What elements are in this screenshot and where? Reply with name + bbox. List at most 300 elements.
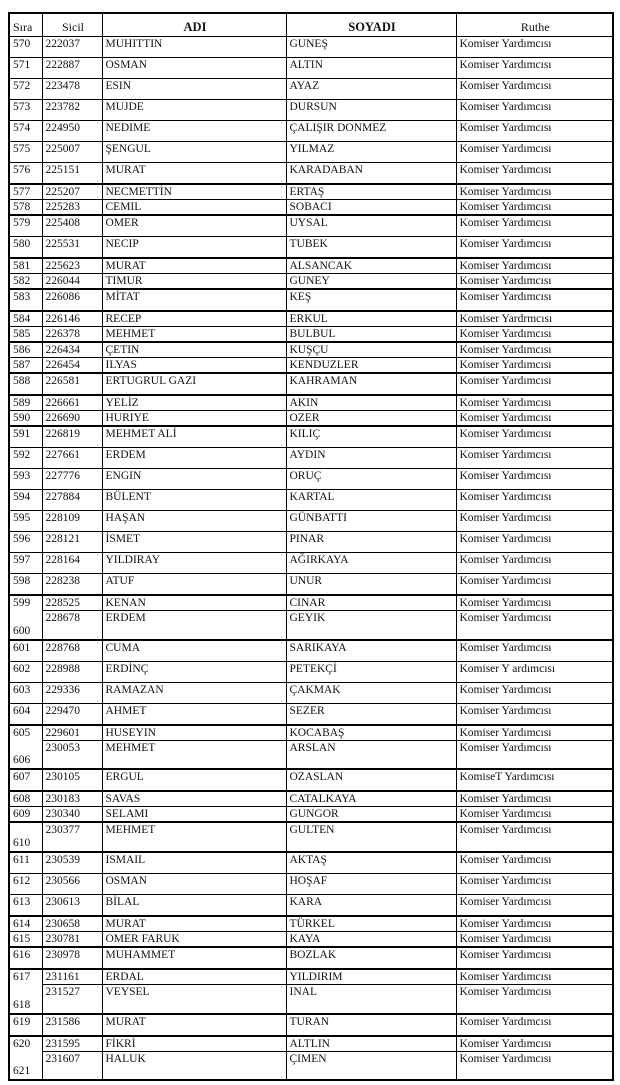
header-adi: ADI — [102, 13, 286, 37]
rank-cell: Komiser Yardımcısı — [456, 852, 613, 874]
first-name-cell: ŞENGUL — [102, 142, 286, 163]
row-number-cell: 600 — [9, 611, 42, 640]
row-number-cell: 576 — [9, 163, 42, 185]
rank-cell: Komiser Yardımcısı — [456, 37, 613, 58]
first-name-cell: MURAT — [102, 1014, 286, 1036]
registry-number-cell: 231586 — [42, 1014, 102, 1036]
table-row — [9, 822, 613, 852]
surname-cell: HOŞAF — [286, 874, 456, 895]
row-number-cell: 604 — [9, 703, 42, 725]
registry-number-cell: 225531 — [42, 237, 102, 259]
surname-cell: KAHRAMAN — [286, 373, 456, 395]
rank-cell: Komiser Yardımcısı — [456, 932, 613, 948]
table-row — [9, 640, 613, 662]
surname-cell: ÇAKMAK — [286, 682, 456, 703]
rank-cell: Komiser Yardımcısı — [456, 595, 613, 611]
surname-cell: CINAR — [286, 595, 456, 611]
first-name-cell: HUSEYIN — [102, 725, 286, 741]
first-name-cell: ATUF — [102, 574, 286, 596]
row-number-cell: 601 — [9, 640, 42, 662]
first-name-cell: OMER — [102, 215, 286, 237]
table-row — [9, 574, 613, 596]
registry-number-cell: 226434 — [42, 342, 102, 358]
surname-cell: BOZLAK — [286, 947, 456, 969]
first-name-cell: MURAT — [102, 258, 286, 274]
first-name-cell: MEHMET ALİ — [102, 426, 286, 448]
surname-cell: GEYIK — [286, 611, 456, 640]
rank-cell: Komiser Yardımcısı — [456, 791, 613, 807]
row-number-cell: 574 — [9, 121, 42, 142]
row-number-cell: 607 — [9, 769, 42, 791]
rank-cell: Komiser Yardımcısı — [456, 142, 613, 163]
registry-number-cell: 230183 — [42, 791, 102, 807]
registry-number-cell: 225207 — [42, 184, 102, 200]
surname-cell: ALTIN — [286, 58, 456, 79]
surname-cell: KAYA — [286, 932, 456, 948]
table-row — [9, 1036, 613, 1052]
header-soyadi: SOYADI — [286, 13, 456, 37]
rank-cell: Komiser Y ardımcısı — [456, 661, 613, 682]
registry-number-cell: 228525 — [42, 595, 102, 611]
surname-cell: ÇIMEN — [286, 1051, 456, 1080]
registry-number-cell: 223782 — [42, 100, 102, 121]
first-name-cell: ILYAS — [102, 358, 286, 374]
surname-cell: KILIÇ — [286, 426, 456, 448]
rank-cell: Komiser Yardımcısı — [456, 373, 613, 395]
rank-cell: Komiser Yardımcısı — [456, 469, 613, 490]
registry-number-cell: 229336 — [42, 682, 102, 703]
row-number-cell: 594 — [9, 490, 42, 511]
first-name-cell: SAVAS — [102, 791, 286, 807]
registry-number-cell: 228768 — [42, 640, 102, 662]
row-number-cell: 603 — [9, 682, 42, 703]
registry-number-cell: 230105 — [42, 769, 102, 791]
rank-cell: Komiser Yardımcısı — [456, 274, 613, 290]
first-name-cell: MEHMET — [102, 327, 286, 343]
row-number-cell: 593 — [9, 469, 42, 490]
surname-cell: PINAR — [286, 532, 456, 553]
table-row — [9, 490, 613, 511]
row-number-cell: 612 — [9, 874, 42, 895]
registry-number-cell: 230340 — [42, 807, 102, 823]
first-name-cell: ENGIN — [102, 469, 286, 490]
row-number-cell: 621 — [9, 1051, 42, 1080]
registry-number-cell: 230566 — [42, 874, 102, 895]
first-name-cell: CEMIL — [102, 200, 286, 216]
row-number-cell: 581 — [9, 258, 42, 274]
table-row — [9, 895, 613, 917]
rank-cell: Komiser Yardımcısı — [456, 395, 613, 411]
table-row — [9, 791, 613, 807]
surname-cell: CATALKAYA — [286, 791, 456, 807]
rank-cell: Komiser Yardımcısı — [456, 79, 613, 100]
table-row — [9, 932, 613, 948]
surname-cell: INAL — [286, 985, 456, 1014]
registry-number-cell: 228121 — [42, 532, 102, 553]
row-number-cell: 586 — [9, 342, 42, 358]
row-number-cell: 587 — [9, 358, 42, 374]
rank-cell: Komiser Yardımcısı — [456, 358, 613, 374]
surname-cell: ALTLIN — [286, 1036, 456, 1052]
table-row — [9, 327, 613, 343]
registry-number-cell: 226146 — [42, 311, 102, 327]
rank-cell: Komiser Yardımcısı — [456, 448, 613, 469]
first-name-cell: BİLAL — [102, 895, 286, 917]
personnel-roster-table — [8, 12, 614, 1081]
row-number-cell: 617 — [9, 969, 42, 985]
rank-cell: Komiser Yardımcısı — [456, 121, 613, 142]
table-row — [9, 200, 613, 216]
registry-number-cell: 230539 — [42, 852, 102, 874]
registry-number-cell: 231527 — [42, 985, 102, 1014]
table-row — [9, 163, 613, 185]
rank-cell: Komiser Yardımcısı — [456, 289, 613, 311]
row-number-cell: 598 — [9, 574, 42, 596]
table-row — [9, 725, 613, 741]
table-row — [9, 342, 613, 358]
registry-number-cell: 225283 — [42, 200, 102, 216]
row-number-cell: 577 — [9, 184, 42, 200]
surname-cell: OZER — [286, 411, 456, 427]
first-name-cell: MURAT — [102, 916, 286, 932]
surname-cell: KEŞ — [286, 289, 456, 311]
first-name-cell: ERDEM — [102, 448, 286, 469]
rank-cell: Komiser Yardımcısı — [456, 682, 613, 703]
first-name-cell: MUHITTIN — [102, 37, 286, 58]
surname-cell: GÜNBATTI — [286, 511, 456, 532]
row-number-cell: 608 — [9, 791, 42, 807]
first-name-cell: ERDAL — [102, 969, 286, 985]
rank-cell: Komiser Yardrmcısı — [456, 311, 613, 327]
table-row — [9, 184, 613, 200]
registry-number-cell: 222887 — [42, 58, 102, 79]
rank-cell: Komiser Yardımcısı — [456, 327, 613, 343]
registry-number-cell: 230053 — [42, 740, 102, 769]
first-name-cell: MEHMET — [102, 740, 286, 769]
first-name-cell: NECMETTİN — [102, 184, 286, 200]
surname-cell: AYDIN — [286, 448, 456, 469]
table-row — [9, 426, 613, 448]
table-row — [9, 874, 613, 895]
rank-cell: Komiser Yardımcısı — [456, 611, 613, 640]
surname-cell: SARIKAYA — [286, 640, 456, 662]
row-number-cell: 583 — [9, 289, 42, 311]
table-row — [9, 274, 613, 290]
rank-cell: Komiser Yardımcısı — [456, 215, 613, 237]
row-number-cell: 573 — [9, 100, 42, 121]
surname-cell: KOCABAŞ — [286, 725, 456, 741]
registry-number-cell: 225623 — [42, 258, 102, 274]
registry-number-cell: 228678 — [42, 611, 102, 640]
first-name-cell: OSMAN — [102, 58, 286, 79]
rank-cell: Komiser Yardımcısı — [456, 725, 613, 741]
row-number-cell: 597 — [9, 553, 42, 574]
surname-cell: OZASLAN — [286, 769, 456, 791]
table-row — [9, 237, 613, 259]
table-row — [9, 682, 613, 703]
surname-cell: ARSLAN — [286, 740, 456, 769]
registry-number-cell: 228109 — [42, 511, 102, 532]
rank-cell: Komiser Yardımcısı — [456, 740, 613, 769]
registry-number-cell: 227661 — [42, 448, 102, 469]
row-number-cell: 580 — [9, 237, 42, 259]
row-number-cell: 584 — [9, 311, 42, 327]
header-sicil: Sicil — [42, 13, 102, 37]
table-row — [9, 411, 613, 427]
row-number-cell: 589 — [9, 395, 42, 411]
surname-cell: AKTAŞ — [286, 852, 456, 874]
surname-cell: UNUR — [286, 574, 456, 596]
surname-cell: AYAZ — [286, 79, 456, 100]
rank-cell: Komiser Yardımcısı — [456, 58, 613, 79]
surname-cell: KARTAL — [286, 490, 456, 511]
registry-number-cell: 226454 — [42, 358, 102, 374]
first-name-cell: CUMA — [102, 640, 286, 662]
row-number-cell: 579 — [9, 215, 42, 237]
first-name-cell: ISMAIL — [102, 852, 286, 874]
table-row — [9, 395, 613, 411]
surname-cell: ÇALIŞIR DONMEZ — [286, 121, 456, 142]
surname-cell: ALSANCAK — [286, 258, 456, 274]
header-sira: Sıra — [9, 13, 42, 37]
first-name-cell: NECIP — [102, 237, 286, 259]
surname-cell: KENDUZLER — [286, 358, 456, 374]
row-number-cell: 616 — [9, 947, 42, 969]
table-row — [9, 595, 613, 611]
first-name-cell: MİTAT — [102, 289, 286, 311]
table-row — [9, 703, 613, 725]
registry-number-cell: 230658 — [42, 916, 102, 932]
row-number-cell: 596 — [9, 532, 42, 553]
rank-cell: Komiser Yardımcısı — [456, 1036, 613, 1052]
first-name-cell: VEYSEL — [102, 985, 286, 1014]
rank-cell: Komiser Yardımcısı — [456, 640, 613, 662]
registry-number-cell: 231161 — [42, 969, 102, 985]
rank-cell: Komiser Yardımcısı — [456, 1014, 613, 1036]
row-number-cell: 575 — [9, 142, 42, 163]
first-name-cell: YILDIRAY — [102, 553, 286, 574]
rank-cell: Komiser Yardımcısı — [456, 490, 613, 511]
surname-cell: GUNEY — [286, 274, 456, 290]
surname-cell: UYSAL — [286, 215, 456, 237]
registry-number-cell: 228988 — [42, 661, 102, 682]
registry-number-cell: 226378 — [42, 327, 102, 343]
registry-number-cell: 224950 — [42, 121, 102, 142]
table-row — [9, 37, 613, 58]
table-row — [9, 215, 613, 237]
table-row — [9, 769, 613, 791]
table-row — [9, 58, 613, 79]
first-name-cell: MUHAMMET — [102, 947, 286, 969]
rank-cell: Komiser Yardımcısı — [456, 237, 613, 259]
surname-cell: SOBACI — [286, 200, 456, 216]
first-name-cell: ERTUGRUL GAZI — [102, 373, 286, 395]
registry-number-cell: 230978 — [42, 947, 102, 969]
table-row — [9, 1051, 613, 1080]
registry-number-cell: 230613 — [42, 895, 102, 917]
registry-number-cell: 225408 — [42, 215, 102, 237]
rank-cell: Komiser Yardımcısı — [456, 184, 613, 200]
registry-number-cell: 222037 — [42, 37, 102, 58]
rank-cell: Komiser Yardımcısı — [456, 916, 613, 932]
registry-number-cell: 223478 — [42, 79, 102, 100]
first-name-cell: FİKRİ — [102, 1036, 286, 1052]
row-number-cell: 595 — [9, 511, 42, 532]
registry-number-cell: 225151 — [42, 163, 102, 185]
surname-cell: YILMAZ — [286, 142, 456, 163]
registry-number-cell: 231595 — [42, 1036, 102, 1052]
table-row — [9, 532, 613, 553]
table-row — [9, 661, 613, 682]
first-name-cell: YELİZ — [102, 395, 286, 411]
surname-cell: AĞIRKAYA — [286, 553, 456, 574]
first-name-cell: RAMAZAN — [102, 682, 286, 703]
row-number-cell: 585 — [9, 327, 42, 343]
surname-cell: PETEKÇİ — [286, 661, 456, 682]
row-number-cell: 578 — [9, 200, 42, 216]
table-row — [9, 373, 613, 395]
row-number-cell: 610 — [9, 822, 42, 852]
table-row — [9, 969, 613, 985]
row-number-cell: 611 — [9, 852, 42, 874]
surname-cell: TUBEK — [286, 237, 456, 259]
rank-cell: Komiser Yardımcısı — [456, 200, 613, 216]
roster-table-body — [9, 37, 613, 1081]
table-row — [9, 611, 613, 640]
rank-cell: Komiser Yardımcısı — [456, 822, 613, 852]
row-number-cell: 618 — [9, 985, 42, 1014]
rank-cell: Komiser Yardımcısı — [456, 258, 613, 274]
table-row — [9, 100, 613, 121]
first-name-cell: BÜLENT — [102, 490, 286, 511]
rank-cell: Komiser Yardımcısı — [456, 532, 613, 553]
table-row — [9, 142, 613, 163]
row-number-cell: 590 — [9, 411, 42, 427]
table-row — [9, 916, 613, 932]
first-name-cell: TIMUR — [102, 274, 286, 290]
header-rutbe: Ruthe — [456, 13, 613, 37]
first-name-cell: HAŞAN — [102, 511, 286, 532]
row-number-cell: 605 — [9, 725, 42, 741]
first-name-cell: ERGUL — [102, 769, 286, 791]
registry-number-cell: 226690 — [42, 411, 102, 427]
table-row — [9, 289, 613, 311]
rank-cell: KomiseT Yardımcısı — [456, 769, 613, 791]
first-name-cell: OSMAN — [102, 874, 286, 895]
table-header-row — [9, 13, 613, 37]
registry-number-cell: 227884 — [42, 490, 102, 511]
surname-cell: ORUÇ — [286, 469, 456, 490]
row-number-cell: 592 — [9, 448, 42, 469]
row-number-cell: 591 — [9, 426, 42, 448]
surname-cell: KUŞÇU — [286, 342, 456, 358]
surname-cell: ERKUL — [286, 311, 456, 327]
table-row — [9, 258, 613, 274]
table-row — [9, 947, 613, 969]
first-name-cell: ERDİNÇ — [102, 661, 286, 682]
rank-cell: Komiser Yardımcısı — [456, 969, 613, 985]
rank-cell: Komiser Yardımcısı — [456, 895, 613, 917]
first-name-cell: ESIN — [102, 79, 286, 100]
surname-cell: TURAN — [286, 1014, 456, 1036]
first-name-cell: MEHMET — [102, 822, 286, 852]
rank-cell: Komiser Yardımcısı — [456, 553, 613, 574]
rank-cell: Komiser Yardımcısı — [456, 163, 613, 185]
rank-cell: Komiser Yardımcısı — [456, 1051, 613, 1080]
first-name-cell: ÇETIN — [102, 342, 286, 358]
rank-cell: Komiser Yardımcısı — [456, 874, 613, 895]
rank-cell: Komiser Yardımcısı — [456, 100, 613, 121]
table-row — [9, 740, 613, 769]
rank-cell: Komiser Yardımcısı — [456, 703, 613, 725]
registry-number-cell: 228164 — [42, 553, 102, 574]
first-name-cell: İSMET — [102, 532, 286, 553]
first-name-cell: AHMET — [102, 703, 286, 725]
registry-number-cell: 226661 — [42, 395, 102, 411]
table-row — [9, 358, 613, 374]
table-row — [9, 469, 613, 490]
rank-cell: Komiser Yardımcısı — [456, 574, 613, 596]
registry-number-cell: 226819 — [42, 426, 102, 448]
surname-cell: KARA — [286, 895, 456, 917]
row-number-cell: 602 — [9, 661, 42, 682]
table-row — [9, 852, 613, 874]
rank-cell: Komiser Yardımcısı — [456, 411, 613, 427]
row-number-cell: 582 — [9, 274, 42, 290]
rank-cell: Komiser Yardımcısı — [456, 807, 613, 823]
first-name-cell: KENAN — [102, 595, 286, 611]
rank-cell: Komiser Yardımcısı — [456, 511, 613, 532]
table-row — [9, 121, 613, 142]
row-number-cell: 606 — [9, 740, 42, 769]
table-row — [9, 311, 613, 327]
surname-cell: GUNEŞ — [286, 37, 456, 58]
registry-number-cell: 231607 — [42, 1051, 102, 1080]
registry-number-cell: 227776 — [42, 469, 102, 490]
registry-number-cell: 226581 — [42, 373, 102, 395]
first-name-cell: RECEP — [102, 311, 286, 327]
surname-cell: GUNGOR — [286, 807, 456, 823]
first-name-cell: ERDEM — [102, 611, 286, 640]
first-name-cell: MURAT — [102, 163, 286, 185]
table-row — [9, 448, 613, 469]
row-number-cell: 570 — [9, 37, 42, 58]
row-number-cell: 613 — [9, 895, 42, 917]
row-number-cell: 619 — [9, 1014, 42, 1036]
first-name-cell: SELAMI — [102, 807, 286, 823]
surname-cell: AKIN — [286, 395, 456, 411]
row-number-cell: 571 — [9, 58, 42, 79]
surname-cell: SEZER — [286, 703, 456, 725]
row-number-cell: 615 — [9, 932, 42, 948]
rank-cell: Komiser Yardımcısı — [456, 426, 613, 448]
first-name-cell: OMER FARUK — [102, 932, 286, 948]
first-name-cell: HURIYE — [102, 411, 286, 427]
registry-number-cell: 229601 — [42, 725, 102, 741]
row-number-cell: 572 — [9, 79, 42, 100]
surname-cell: BULBUL — [286, 327, 456, 343]
surname-cell: TÜRKEL — [286, 916, 456, 932]
rank-cell: Komiser Yardımcısı — [456, 947, 613, 969]
registry-number-cell: 230377 — [42, 822, 102, 852]
rank-cell: Komiser Yardımcısı — [456, 342, 613, 358]
surname-cell: YILDIRIM — [286, 969, 456, 985]
registry-number-cell: 226086 — [42, 289, 102, 311]
registry-number-cell: 225007 — [42, 142, 102, 163]
rank-cell: Komiser Yardımcısı — [456, 985, 613, 1014]
first-name-cell: MUJDE — [102, 100, 286, 121]
row-number-cell: 609 — [9, 807, 42, 823]
